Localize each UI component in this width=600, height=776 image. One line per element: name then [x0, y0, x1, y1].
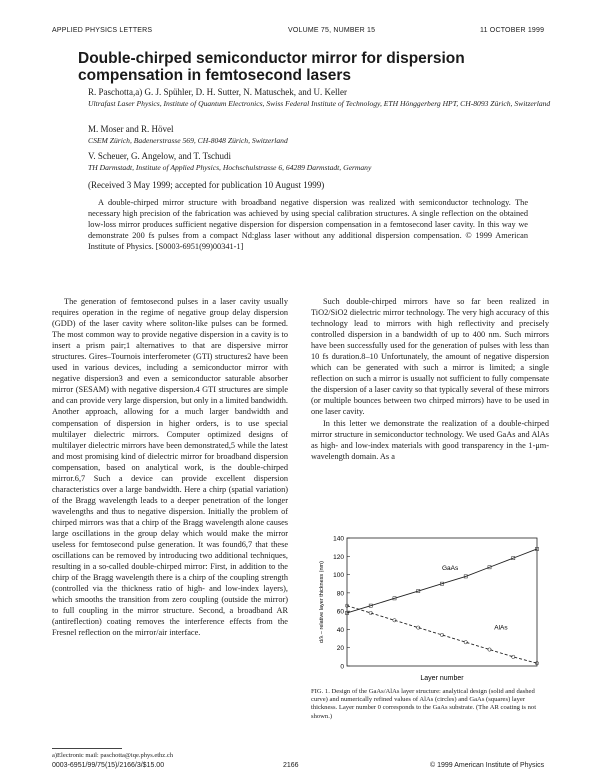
journal-name: APPLIED PHYSICS LETTERS	[52, 27, 153, 34]
footnote-divider	[52, 748, 122, 749]
footnote: a)Electronic mail: paschotta@iqe.phys.ethz.ch	[52, 752, 173, 759]
affiliation-3: TH Darmstadt, Institute of Applied Physics, Hochschulstrasse 6, 64289 Darmstadt, Germany	[88, 163, 372, 172]
plot-frame	[347, 538, 537, 666]
body-paragraph: Such double-chirped mirrors have so far been realized in TiO2/SiO2 dielectric mirror technology. The very high accuracy of this technology lead to mirrors with high reflectivity and precisely controlled dispersion in a bandwidth of up to 400 nm. Such mirrors have been successfully used for the generation of pulses with less than 10 fs duration.8–10 Unfortunately, the amount of negative dispersion which can be generated with such a mirror is limited; a single reflection on such a mirror is usually not sufficient to fully compensate the dispersion of a laser cavity so that typically several of these mirrors (or multiple bounces between two chirped mirrors) have to be used in one laser cavity.	[311, 297, 549, 417]
y-axis-label: d/λ – relative layer thickness (nm)	[319, 561, 325, 643]
series-line-alas	[347, 606, 537, 664]
paper-title: Double-chirped semiconductor mirror for dispersion compensation in femtosecond lasers	[78, 50, 465, 84]
y-tick-label: 40	[336, 626, 344, 634]
right-column	[311, 296, 549, 462]
author-line-2: M. Moser and R. Hövel	[88, 124, 174, 134]
y-tick-label: 140	[333, 535, 344, 543]
author-line-1: R. Paschotta,a) G. J. Spühler, D. H. Sutter, N. Matuschek, and U. Keller	[88, 87, 347, 97]
received-dates: (Received 3 May 1999; accepted for publication 10 August 1999)	[88, 180, 325, 190]
page-number: 2166	[283, 762, 299, 769]
series-label-gaas: GaAs	[442, 565, 459, 572]
y-tick-label: 20	[336, 645, 344, 653]
x-axis-label: Layer number	[420, 675, 464, 682]
series-line-gaas	[347, 549, 537, 613]
y-tick-label: 60	[336, 608, 344, 616]
y-tick-label: 100	[333, 572, 344, 580]
y-tick-label: 80	[336, 590, 344, 598]
body-paragraph: The generation of femtosecond pulses in a laser cavity usually requires operation in the regime of negative group delay dispersion (GDD) of the laser cavity where soliton-like pulses can be formed. The most common way to provide negative dispersion in a cavity is to insert a prism pair;1 alternatives to that are dispersive mirror structures. Gires–Tournois interferometer (GTI) structures2 have been used in various devices, including a semiconductor mirror with negative dispersion3 and even a semiconductor saturable absorber mirror (SESAM) with negative dispersion.4 GTI structures are simple and can provide very large dispersion, but only in a limited bandwidth. Another approach, allowing for a much larger bandwidth and compensation of dispersion in higher orders, is to use special multilayer dielectric mirrors. Computer optimized designs of multilayer dielectric mirrors have been demonstrated,5 while the latest and most promising kind of dielectric mirror for broadband dispersion compensation, based on analytical work, is the double-chirped mirror.6,7 Such a device can provide excellent dispersion characteristics over a large bandwidth. Here a chirp (spatial variation) of the Bragg wavelength leads to a deeper penetration of the longer wavelengths and thus to negative dispersion. Initially the problem of chirped mirrors was that a chirp of the Bragg wavelength alone causes large oscillations in the group delay which would make the mirror useless for femtosecond pulse generation. It was found6,7 that these oscillations can be removed by introducing two additional techniques, resulting in a so-called double-chirped mirror: First, in addition to the chirp of the Bragg wavelength there is a chirp of the coupling strength (controlled via the thickness ratio of high- and low-index layers), which smooths the transition from zero coupling (outside the mirror) to full coupling in the mirror structure. Second, a broadband AR (antireflection) coating removes the interference effects from the Fresnel reflection on the mirror/air interface.	[52, 297, 288, 638]
copyright: © 1999 American Institute of Physics	[430, 762, 545, 769]
volume-info: VOLUME 75, NUMBER 15	[288, 27, 376, 34]
footer-code: 0003-6951/99/75(15)/2166/3/$15.00	[52, 762, 165, 769]
y-tick-label: 0	[340, 663, 344, 671]
body-paragraph: In this letter we demonstrate the realization of a double-chirped mirror structure in semiconductor technology. We used GaAs and AlAs as high- and low-index materials with good transparency in the 1-μm-wavelength domain. As a	[311, 418, 549, 461]
y-tick-label: 120	[333, 553, 344, 561]
series-label-alas: AlAs	[494, 624, 508, 632]
abstract: A double-chirped mirror structure with broadband negative dispersion was realized with semiconductor technology. The necessary high precision of the fabrication was achieved by using special calibration structures. A single reflection on the obtained low-loss mirror produces sufficient negative dispersion for dispersion compensation in a femtosecond laser cavity. In this way we demonstrate 200 fs pulses from a compact Nd:glass laser without any additional dispersion compensation. © 1999 American Institute of Physics. [S0003-6951(99)00341-1]	[88, 198, 528, 251]
author-line-3: V. Scheuer, G. Angelow, and T. Tschudi	[88, 151, 231, 161]
figure-caption: FIG. 1. Design of the GaAs/AlAs layer structure: analytical design (solid and dashed curve) and numerically refined values of AlAs (circles) and GaAs (squares) layer thickness. Layer number 0 corresponds to the GaAs substrate. (The AR coating is not shown.)	[311, 688, 537, 720]
affiliation-1: Ultrafast Laser Physics, Institute of Quantum Electronics, Swiss Federal Institute of Technology, ETH Hönggerberg HPT, CH-8093 Zürich, Switzerland	[88, 99, 551, 108]
figure-1-chart	[311, 530, 549, 686]
affiliation-2: CSEM Zürich, Badenerstrasse 569, CH-8048 Zürich, Switzerland	[88, 136, 288, 145]
left-column	[52, 296, 288, 638]
issue-date: 11 OCTOBER 1999	[480, 27, 545, 34]
